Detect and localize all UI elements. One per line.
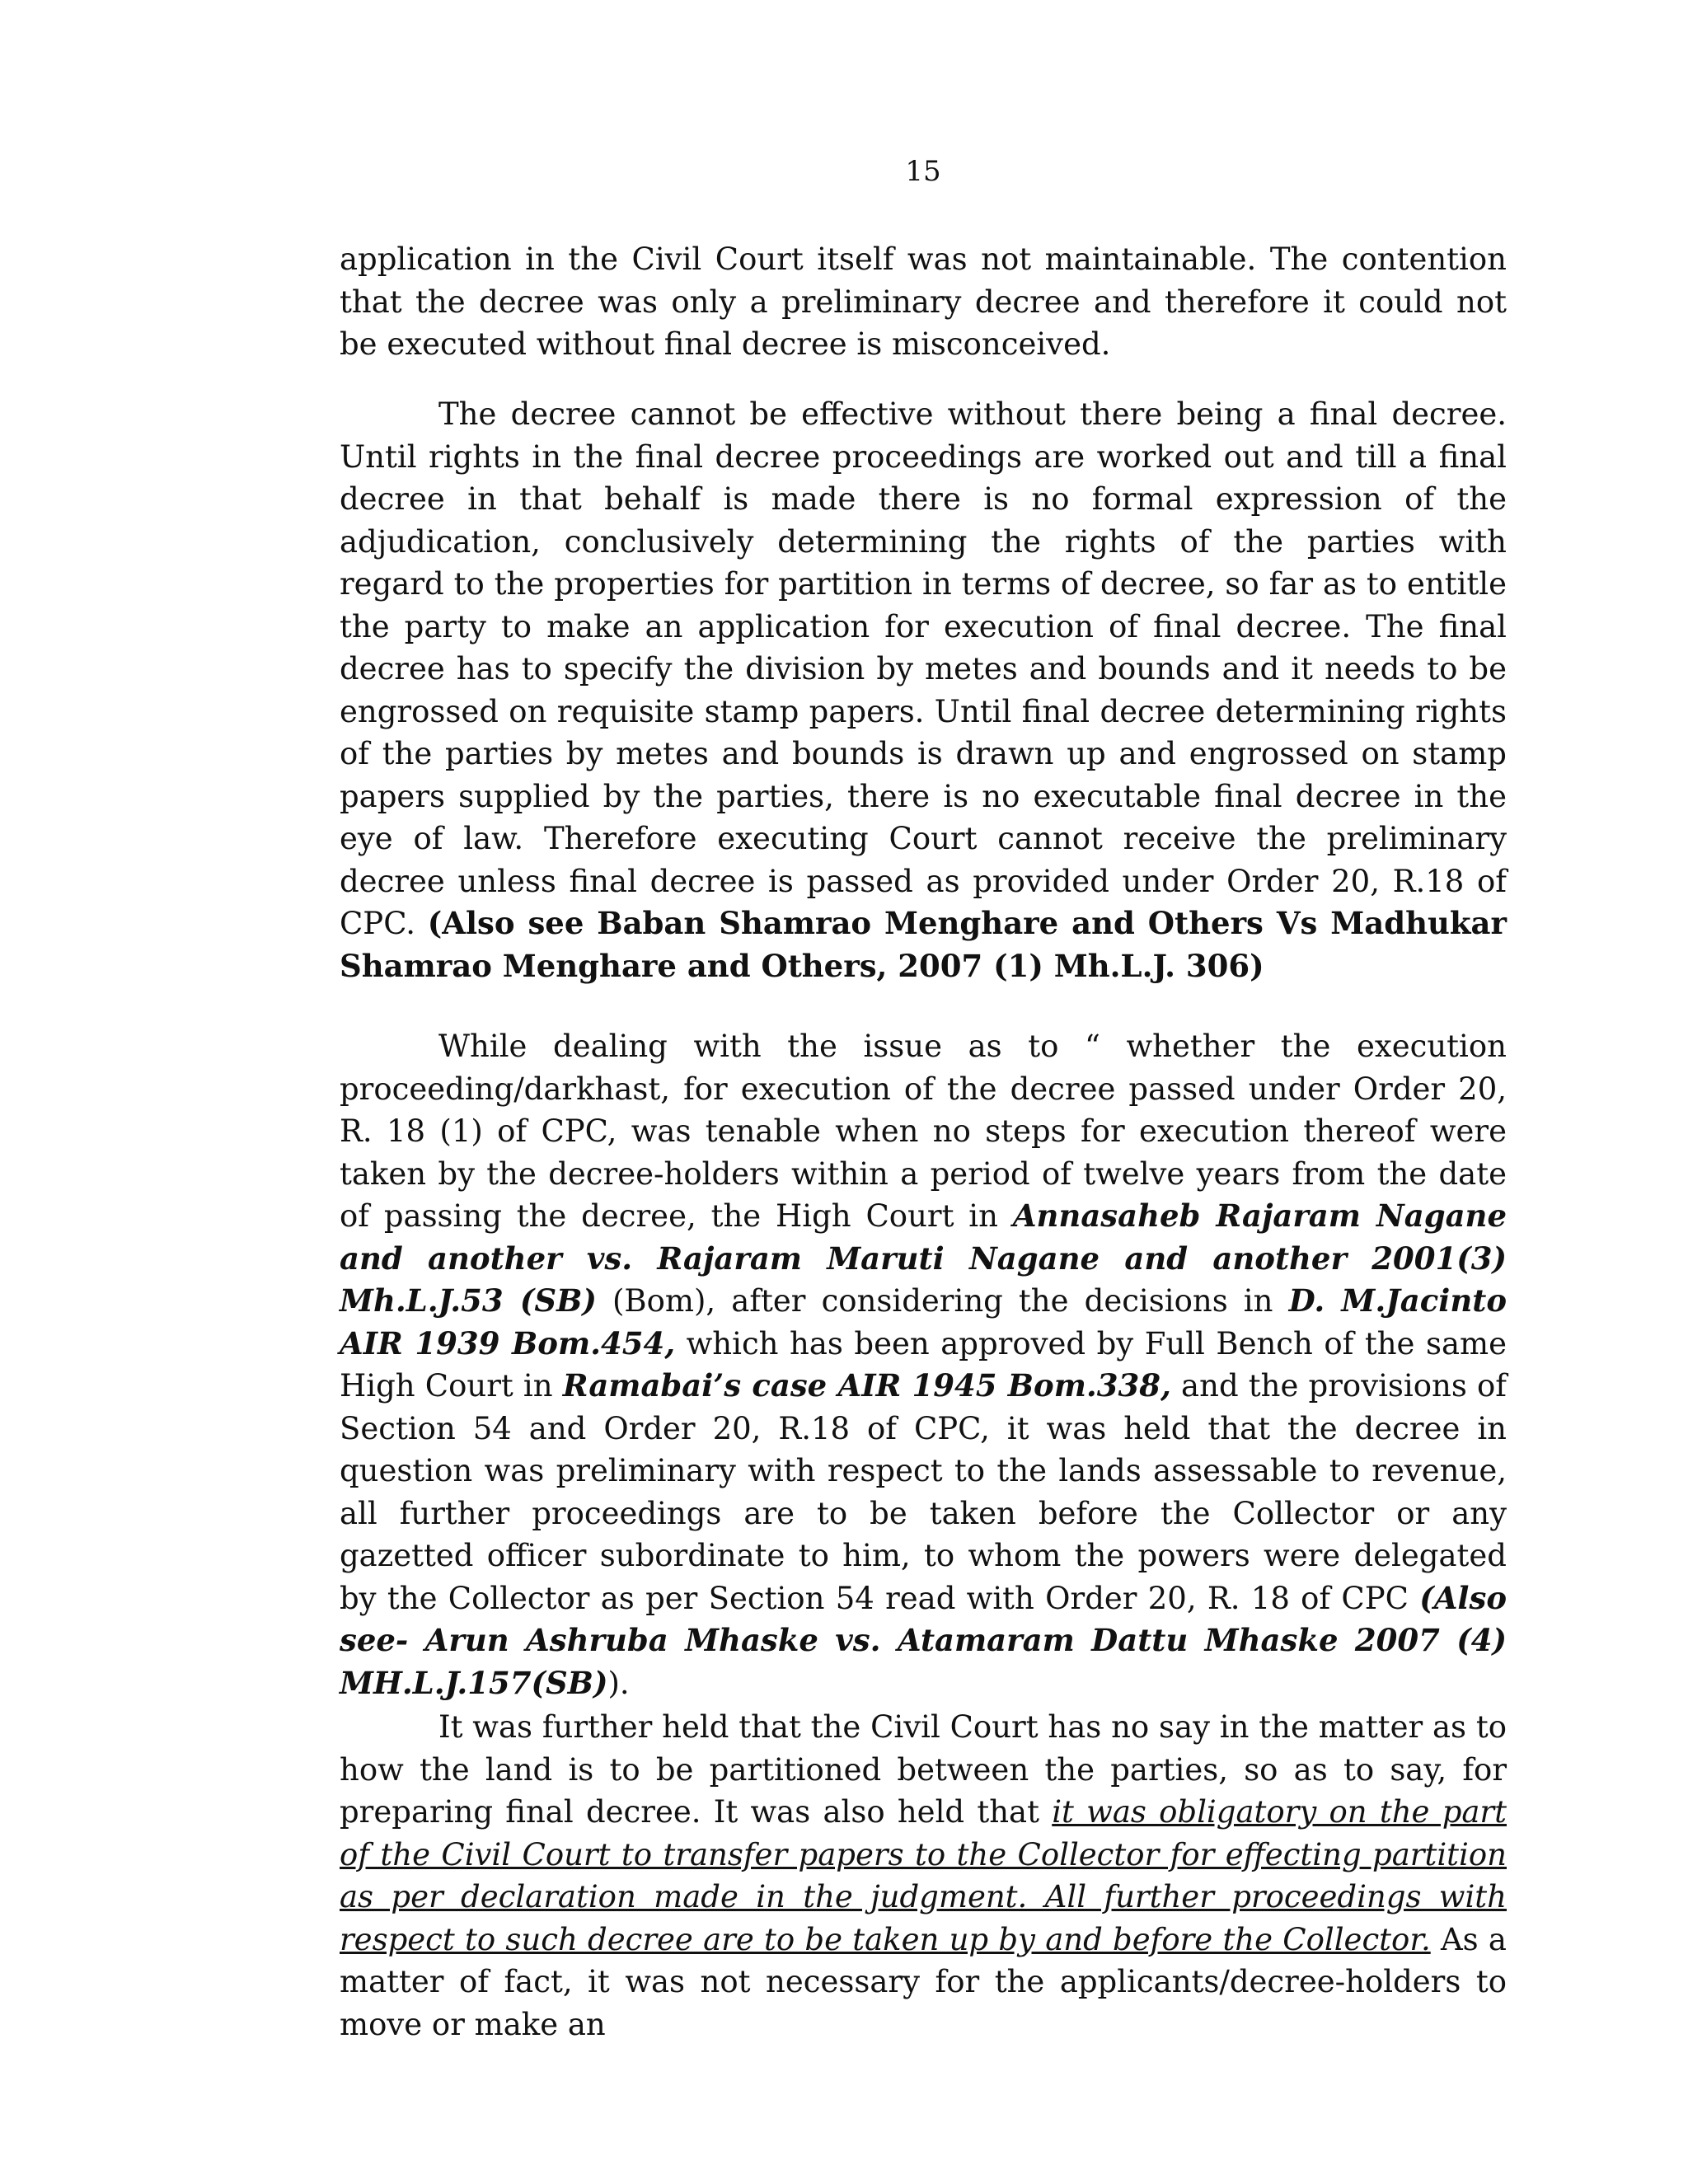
paragraph-text: It was further held that the Civil Court has no say in the matter as to how the land is to be partitioned between the parties, so as to say, for preparing final decree. It was also held that [340, 1709, 1507, 1830]
paragraph-text: The decree cannot be effective without there being a final decree. Until rights in the final decree proceedings are worked out and till a final decree in that behalf is made there is no formal expression of the adjudication, conclusively determining the rights of the parties with regard to the properties for partition in terms of decree, so far as to entitle the party to make an application for execution of final decree. The final decree has to specify the division by metes and bounds and it needs to be engrossed on requisite stamp papers. Until final decree determining rights of the parties by metes and bounds is drawn up and engrossed on stamp papers supplied by the parties, there is no executable final decree in the eye of law. Therefore executing Court cannot receive the preliminary decree unless final decree is passed as provided under Order 20, R.18 of CPC. [340, 396, 1507, 941]
paragraph-continuation [340, 238, 1507, 366]
case-citation: (Also see Baban Shamrao Menghare and Others Vs Madhukar Shamrao Menghare and Others, 2007 (1) Mh.L.J. 306) [340, 905, 1507, 984]
underlined-holding: it was obligatory on the part of the Civil Court to transfer papers to the Collector for effecting partition as per declaration made in the judgment. All further proceedings with respect to such decree are to be taken up by and before the Collector. [340, 1794, 1507, 1957]
paragraph-text: (Bom), after considering the decisions in [596, 1283, 1289, 1319]
paragraph-text: which has been approved by Full Bench of the same High Court in [340, 1325, 1507, 1404]
paragraph-final-decree [340, 393, 1507, 987]
paragraph-text: ). [607, 1665, 630, 1701]
case-citation: Annasaheb Rajaram Nagane and another vs. Rajaram Maruti Nagane and another 2001(3) Mh.L.J.53 (SB) [340, 1197, 1507, 1319]
paragraph-text: While dealing with the issue as to “ whether the execution proceeding/darkhast, for execution of the decree passed under Order 20, R. 18 (1) of CPC, was tenable when no steps for execution thereof were taken by the decree-holders within a period of twelve years from the date of passing the decree, the High Court in [340, 1029, 1507, 1234]
case-citation: (Also see- Arun Ashruba Mhaske vs. Atamaram Dattu Mhaske 2007 (4) MH.L.J.157(SB) [340, 1579, 1507, 1701]
case-citation: Ramabai’s case AIR 1945 Bom.338, [562, 1367, 1171, 1404]
paragraph-text: As a matter of fact, it was not necessary for the applicants/decree-holders to move or make an [340, 1921, 1507, 2042]
paragraph-civil-court [340, 1706, 1507, 2046]
paragraph-text: and the provisions of Section 54 and Order 20, R.18 of CPC, it was held that the decree in question was preliminary with respect to the lands assessable to revenue, all further proceedings are to be taken before the Collector or any gazetted officer subordinate to him, to whom the powers were delegated by the Collector as per Section 54 read with Order 20, R. 18 of CPC [340, 1368, 1507, 1616]
case-citation: D. M.Jacinto AIR 1939 Bom.454, [340, 1282, 1507, 1361]
page-number: 15 [905, 155, 941, 188]
paragraph-execution-issue [340, 1025, 1507, 1704]
paragraph-text: application in the Civil Court itself was not maintainable. The contention that the decree was only a preliminary decree and therefore it could not be executed without final decree is misconceived. [340, 241, 1507, 362]
